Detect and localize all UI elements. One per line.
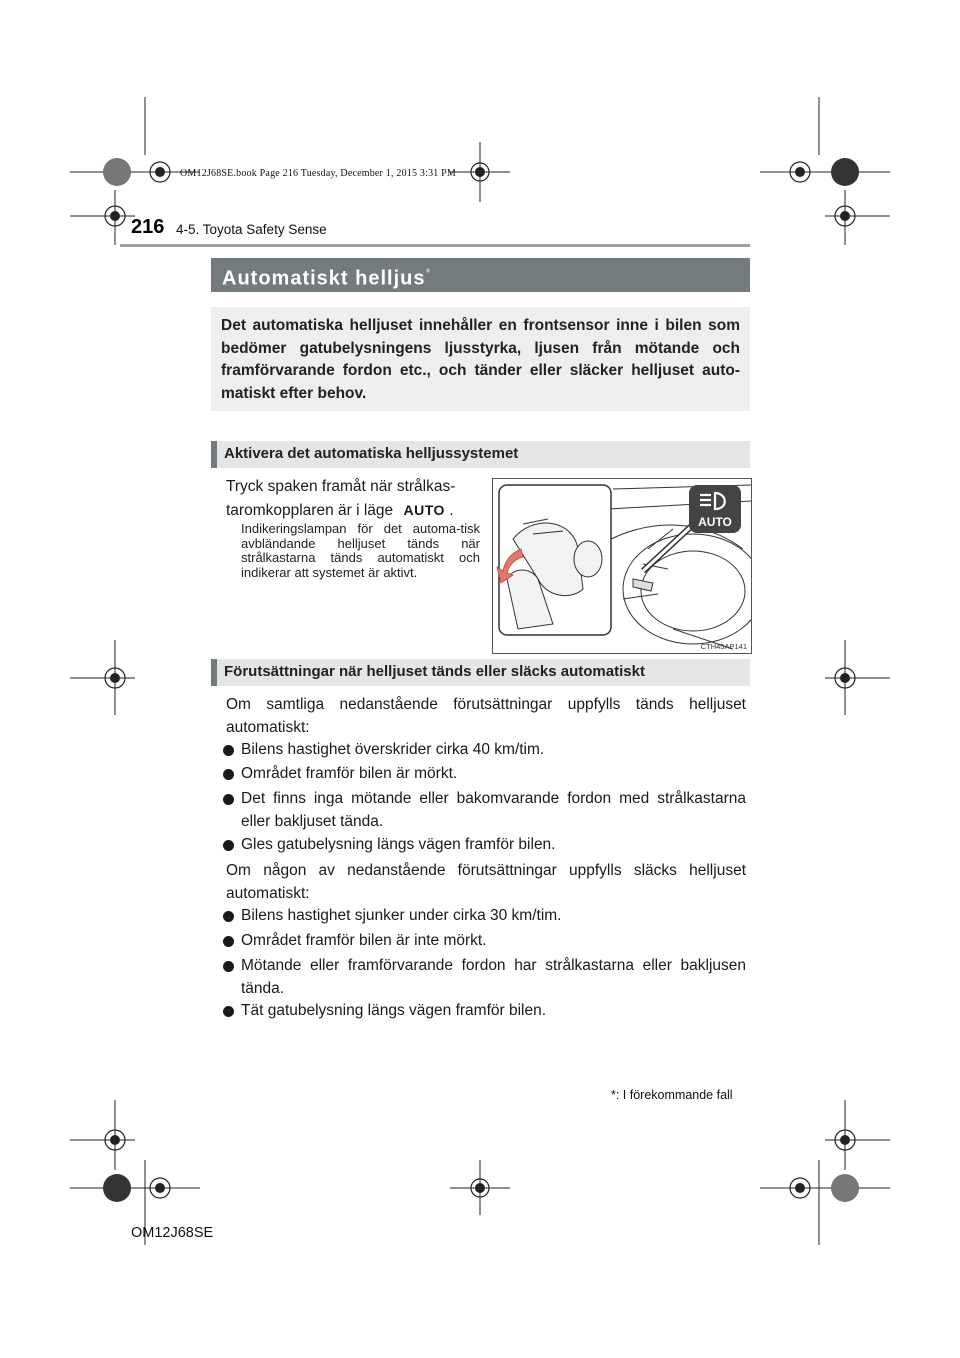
page-title-text: Automatiskt helljus [222,267,426,290]
page-title [222,265,432,291]
on-conditions-intro: Om samtliga nedanstående förutsättningar uppfylls tänds helljuset automatiskt: [226,696,746,736]
instruction-line-2 [226,499,488,523]
list-item-text: Området framför bilen är inte mörkt. [241,932,487,949]
list-item [241,739,746,762]
instruction-line-2-text: taromkopplaren är i läge [226,501,394,519]
heading-bar [211,659,217,686]
list-item [241,1000,746,1023]
instruction-period: . [449,501,454,519]
book-info-line: OM12J68SE.book Page 216 Tuesday, December 1, 2015 3:31 PM [180,168,457,179]
list-item [241,905,746,928]
section-heading-text: Aktivera det automatiska helljussystemet [224,445,519,462]
bullet-icon [223,936,234,947]
auto-symbol: AUTO [403,501,445,518]
list-item [241,788,746,833]
bullet-icon [223,745,234,756]
intro-text: Det automatiska helljuset innehåller en frontsensor inne i bilen som bedömer gatubelysningens ljusstyrka, ljusen från mötande och framförvarande fordon etc., och tänder eller släcker helljuset auto-matiskt efter behov. [221,317,740,402]
list-item-text: Gles gatubelysning längs vägen framför bilen. [241,836,556,853]
list-item-text: Tät gatubelysning längs vägen framför bilen. [241,1002,547,1019]
intro-box [211,307,750,411]
footer-code: OM12J68SE [131,1225,214,1241]
list-item [241,930,746,953]
page-number: 216 [131,216,165,238]
heading-bar [211,441,217,468]
header-rule [120,244,750,247]
list-item-text: Bilens hastighet överskrider cirka 40 km/tim. [241,741,545,758]
bullet-icon [223,840,234,851]
list-item [241,955,746,1000]
list-item [241,763,746,786]
section-heading-conditions [211,659,750,686]
off-conditions-intro: Om någon av nedanstående förutsättningar uppfylls släcks helljuset automatiskt: [226,862,746,902]
stalk-illustration [493,479,751,653]
section-heading-activate [211,441,750,468]
section-label: 4-5. Toyota Safety Sense [176,222,327,237]
list-item-text: Mötande eller framförvarande fordon har strålkastarna eller bakljusen tända. [241,957,746,997]
bullet-icon [223,961,234,972]
instruction-line-1: Tryck spaken framåt när strålkas- [226,478,456,495]
list-item [241,834,746,857]
title-asterisk: * [425,265,432,280]
figure-auto-badge: AUTO [698,515,732,529]
indicator-note: Indikeringslampan för det automa-tisk avbländande helljuset tänds när strålkastarna tänds automatiskt och indikerar att systemet är aktivt. [241,521,480,580]
list-item-text: Området framför bilen är mörkt. [241,765,458,782]
bullet-icon [223,911,234,922]
section-heading-text: Förutsättningar när helljuset tänds eller släcks automatiskt [224,663,645,680]
bullet-icon [223,1006,234,1017]
bullet-icon [223,769,234,780]
instruction-text [226,476,488,522]
list-item-text: Bilens hastighet sjunker under cirka 30 km/tim. [241,907,562,924]
figure-code: CTH45AP141 [700,642,747,651]
bullet-icon [223,794,234,805]
figure-stalk-illustration [492,478,752,654]
list-item-text: Det finns inga mötande eller bakomvarande fordon med strålkastarna eller bakljuset tända. [241,790,746,830]
footnote: *: I förekommande fall [611,1088,733,1102]
